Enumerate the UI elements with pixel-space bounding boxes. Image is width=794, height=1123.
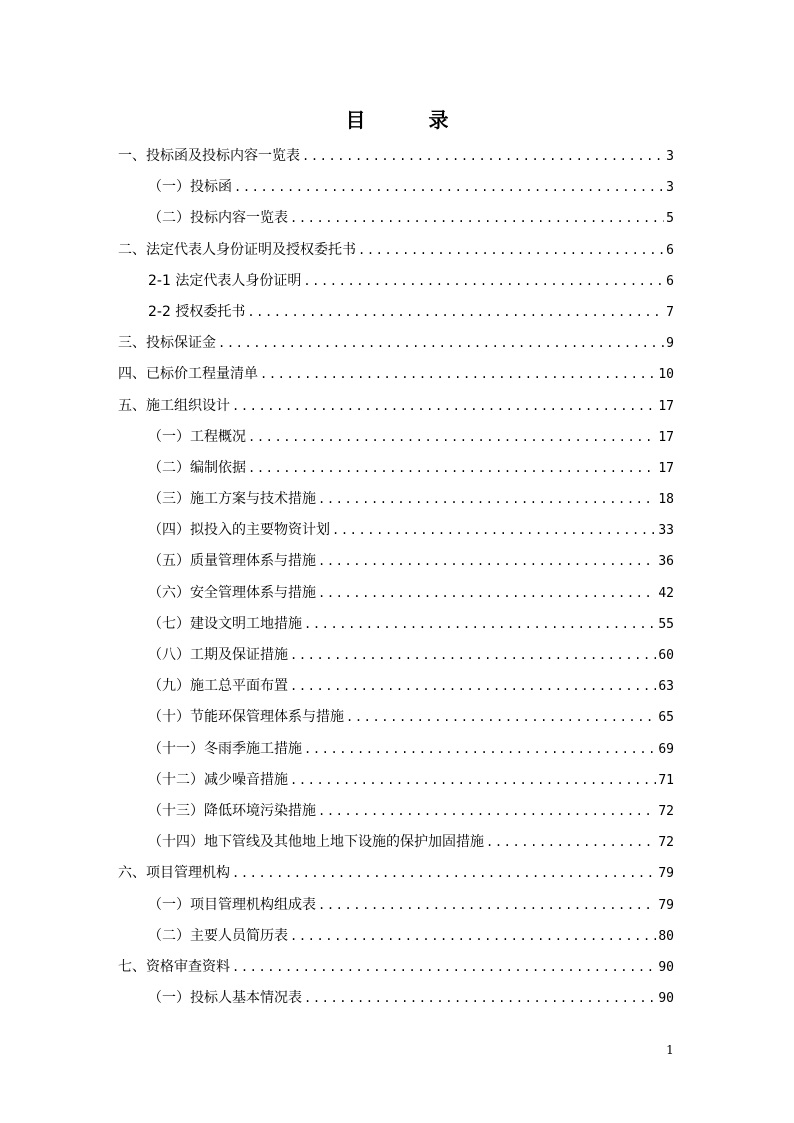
toc-entry-label: 2-1 法定代表人身份证明 [148,272,302,289]
toc-entry[interactable] [118,671,674,702]
toc-entry[interactable] [118,827,674,858]
toc-entry[interactable] [118,890,674,921]
toc-leader-dots [232,858,656,889]
toc-entry-label: 五、施工组织设计 [118,397,230,414]
toc-entry-label: 2-2 授权委托书 [148,303,246,320]
toc-leader-dots [260,359,656,390]
toc-leader-dots [290,640,656,671]
toc-entry-label: （一）投标函 [148,179,232,196]
toc-entry-label: （二）投标内容一览表 [148,210,288,227]
toc-entry-page: 33 [658,523,674,539]
toc-entry-label: （三）施工方案与技术措施 [148,491,316,508]
toc-entry[interactable] [118,266,674,297]
toc-entry-label: 三、投标保证金 [118,335,216,352]
toc-entry-label: （六）安全管理体系与措施 [148,584,316,601]
toc-entry[interactable] [118,952,674,983]
toc-leader-dots [304,734,656,765]
toc-entry-label: 二、法定代表人身份证明及授权委托书 [118,241,356,258]
toc-entry-page: 6 [666,273,674,289]
toc-entry-label: 一、投标函及投标内容一览表 [118,148,300,164]
toc-entry[interactable] [118,484,674,515]
toc-leader-dots [290,765,656,796]
toc-entry-page: 90 [658,959,674,975]
toc-entry-label: （十三）降低环境污染措施 [148,802,316,819]
toc-leader-dots [332,515,656,546]
toc-entry-page: 3 [666,180,674,196]
toc-leader-dots [232,391,656,422]
toc-entry-page: 90 [658,991,674,1007]
toc-entry-label: （十一）冬雨季施工措施 [148,740,302,757]
toc-entry-page: 17 [658,460,674,476]
toc-leader-dots [318,890,656,921]
toc-entry-label: （九）施工总平面布置 [148,678,288,695]
toc-leader-dots [318,796,656,827]
toc-entry-page: 69 [658,741,674,757]
toc-entry[interactable] [118,796,674,827]
toc-entry-page: 71 [658,772,674,788]
toc-entry-label: 七、资格审查资料 [118,958,230,975]
toc-leader-dots [318,546,656,577]
toc-entry-page: 72 [658,803,674,819]
toc-entry-label: 六、项目管理机构 [118,865,230,882]
toc-entry[interactable] [118,640,674,671]
toc-entry-label: （一）投标人基本情况表 [148,990,302,1007]
toc-leader-dots [218,328,664,359]
toc-entry-page: 65 [658,710,674,726]
toc-entry[interactable] [118,141,674,172]
toc-entry[interactable] [118,734,674,765]
toc-leader-dots [486,827,656,858]
toc-leader-dots [304,609,656,640]
toc-entry-page: 6 [666,242,674,258]
toc-entry-page: 63 [658,679,674,695]
toc-leader-dots [248,453,656,484]
toc-entry-label: （五）质量管理体系与措施 [148,553,316,570]
table-of-contents [118,141,674,1014]
toc-leader-dots [290,671,656,702]
toc-entry-page: 79 [658,897,674,913]
toc-entry-label: （七）建设文明工地措施 [148,615,302,632]
toc-entry-page: 60 [658,648,674,663]
toc-entry[interactable] [118,515,674,546]
toc-entry[interactable] [118,172,674,203]
toc-leader-dots [248,422,656,453]
toc-entry-page: 18 [658,492,674,508]
toc-entry-page: 55 [658,616,674,632]
toc-leader-dots [304,983,656,1014]
toc-entry-page: 5 [666,211,674,227]
toc-entry[interactable] [118,203,674,234]
toc-entry[interactable] [118,546,674,577]
toc-leader-dots [290,921,656,952]
toc-entry-label: 四、已标价工程量清单 [118,366,258,383]
toc-leader-dots [290,203,664,234]
toc-entry[interactable] [118,983,674,1014]
toc-entry-page: 42 [658,585,674,601]
toc-entry[interactable] [118,422,674,453]
toc-leader-dots [318,484,656,515]
toc-entry[interactable] [118,235,674,266]
toc-entry-page: 80 [658,928,674,944]
toc-entry-page: 7 [666,304,674,320]
toc-entry-label: （十）节能环保管理体系与措施 [148,709,344,726]
toc-leader-dots [302,141,664,172]
toc-entry-page: 10 [658,367,674,383]
toc-entry[interactable] [118,453,674,484]
toc-entry[interactable] [118,359,674,390]
page-number: 1 [666,1043,674,1057]
toc-entry-label: （十四）地下管线及其他地上地下设施的保护加固措施 [148,834,484,851]
toc-entry-label: （八）工期及保证措施 [148,647,288,663]
toc-entry[interactable] [118,858,674,889]
toc-entry-label: （二）编制依据 [148,459,246,476]
toc-entry-page: 79 [658,866,674,882]
toc-entry-label: （一）工程概况 [148,428,246,445]
toc-entry[interactable] [118,765,674,796]
toc-entry-label: （四）拟投入的主要物资计划 [148,522,330,539]
toc-entry-page: 3 [666,149,674,164]
toc-entry-page: 17 [658,429,674,445]
toc-entry-page: 36 [658,554,674,570]
toc-entry-page: 72 [658,835,674,851]
toc-entry-page: 9 [666,336,674,352]
page-title: 目 录 [345,108,477,132]
toc-leader-dots [232,952,656,983]
toc-leader-dots [358,235,664,266]
toc-leader-dots [346,702,656,733]
toc-entry[interactable] [118,702,674,733]
toc-entry[interactable] [118,391,674,422]
toc-leader-dots [234,172,664,203]
toc-entry-label: （一）项目管理机构组成表 [148,896,316,913]
toc-entry-label: （二）主要人员简历表 [148,927,288,944]
toc-leader-dots [318,578,656,609]
toc-entry[interactable] [118,609,674,640]
toc-leader-dots [303,266,664,297]
toc-entry-label: （十二）减少噪音措施 [148,771,288,788]
toc-entry[interactable] [118,578,674,609]
toc-entry[interactable] [118,921,674,952]
toc-leader-dots [247,297,664,328]
toc-entry[interactable] [118,328,674,359]
toc-entry[interactable] [118,297,674,328]
toc-entry-page: 17 [658,398,674,414]
